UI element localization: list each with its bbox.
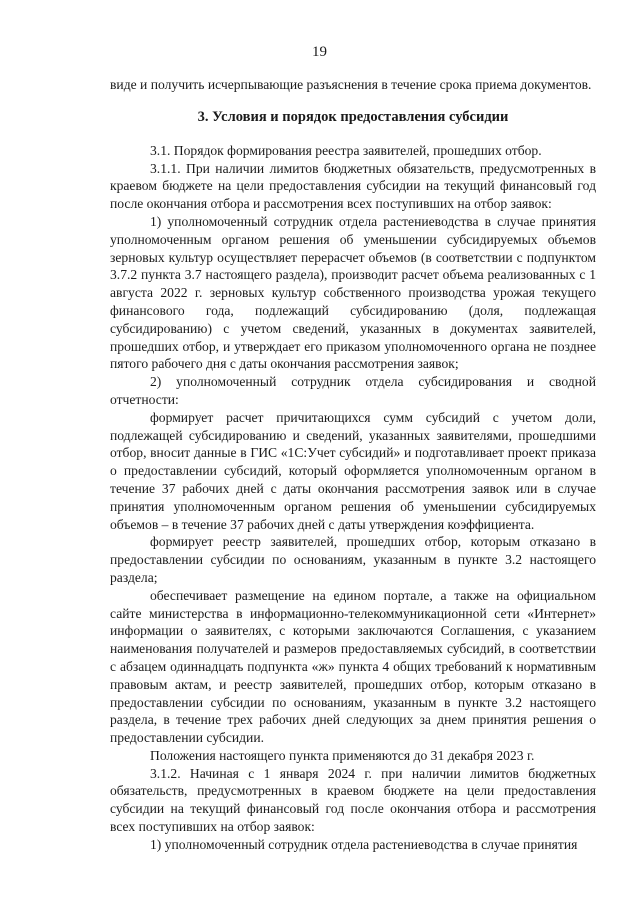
paragraph-3-1: 3.1. Порядок формирования реестра заявителей, прошедших отбор. xyxy=(150,142,542,158)
paragraph-applicability: Положения настоящего пункта применяются до 31 декабря 2023 г. xyxy=(150,747,535,763)
paragraph-publication: обеспечивает размещение на едином портале, а также на официальном сайте министерства в информационно-телекоммуникационной сети «Интернет» информации о заявителях, с которыми заключаются Соглашения, с указанием наименования получателей и размеров предоставляемых субсидий, в соответствии с абзацем одиннадцать подпункта «ж» пункта 4 общих требований к нормативным правовым актам, и реестр заявителей, прошедших отбор, которым отказано в предоставлении субсидии по основаниям, указанным в пункте 3.2 настоящего раздела, в течение трех рабочих дней следующих за днем принятия решения о предоставлении субсидии. xyxy=(110,587,596,746)
document-body xyxy=(110,76,596,854)
page-number: 19 xyxy=(312,44,327,60)
paragraph-3-1-2: 3.1.2. Начиная с 1 января 2024 г. при наличии лимитов бюджетных обязательств, предусмотренных в краевом бюджете на цели предоставления субсидии на текущий финансовый год после окончания отбора и рассмотрения всех поступивших на отбор заявок: xyxy=(110,765,596,835)
paragraph-3-1-1: 3.1.1. При наличии лимитов бюджетных обязательств, предусмотренных в краевом бюджете на цели предоставления субсидии на текущий финансовый год после окончания отбора и рассмотрения всех поступивших на отбор заявок: xyxy=(110,160,596,212)
section-title: 3. Условия и порядок предоставления субсидии xyxy=(197,108,509,125)
paragraph-continuation: виде и получить исчерпывающие разъяснения в течение срока приема документов. xyxy=(110,77,592,92)
paragraph-item-1-continued: 1) уполномоченный сотрудник отдела растениеводства в случае принятия xyxy=(150,836,578,852)
paragraph-forms-calculation: формирует расчет причитающихся сумм субсидий с учетом доли, подлежащей субсидированию и сведений, указанных заявителями, прошедшими отбор, вносит данные в ГИС «1С:Учет субсидий» и подготавливает проект приказа о предоставлении субсидий, который оформляется уполномоченным органом в течение 37 рабочих дней с даты окончания рассмотрения заявок или в случае принятия уполномоченным органом решения об уменьшении субсидируемых объемов – в течение 37 рабочих дней с даты утверждения коэффициента. xyxy=(110,409,596,532)
paragraph-item-2: 2) уполномоченный сотрудник отдела субсидирования и сводной отчетности: xyxy=(110,374,596,407)
paragraph-forms-registry: формирует реестр заявителей, прошедших отбор, которым отказано в предоставлении субсидии по основаниям, указанным в пункте 3.2 настоящего раздела; xyxy=(110,534,596,585)
paragraph-item-1: 1) уполномоченный сотрудник отдела растениеводства в случае принятия уполномоченным органом решения об уменьшении субсидируемых объемов зерновых культур осуществляет перерасчет объемов (в соответствии с подпунктом 3.7.2 пункта 3.7 настоящего раздела), производит расчет объема реализованных с 1 августа 2022 г. зерновых культур собственного производства урожая текущего финансового года, подлежащий субсидированию (доля, подлежащая субсидированию) с учетом сведений, указанных в документах заявителей, прошедших отбор, и утверждает его приказом уполномоченного органа не позднее пятого рабочего дня с даты окончания рассмотрения заявок; xyxy=(110,213,596,372)
